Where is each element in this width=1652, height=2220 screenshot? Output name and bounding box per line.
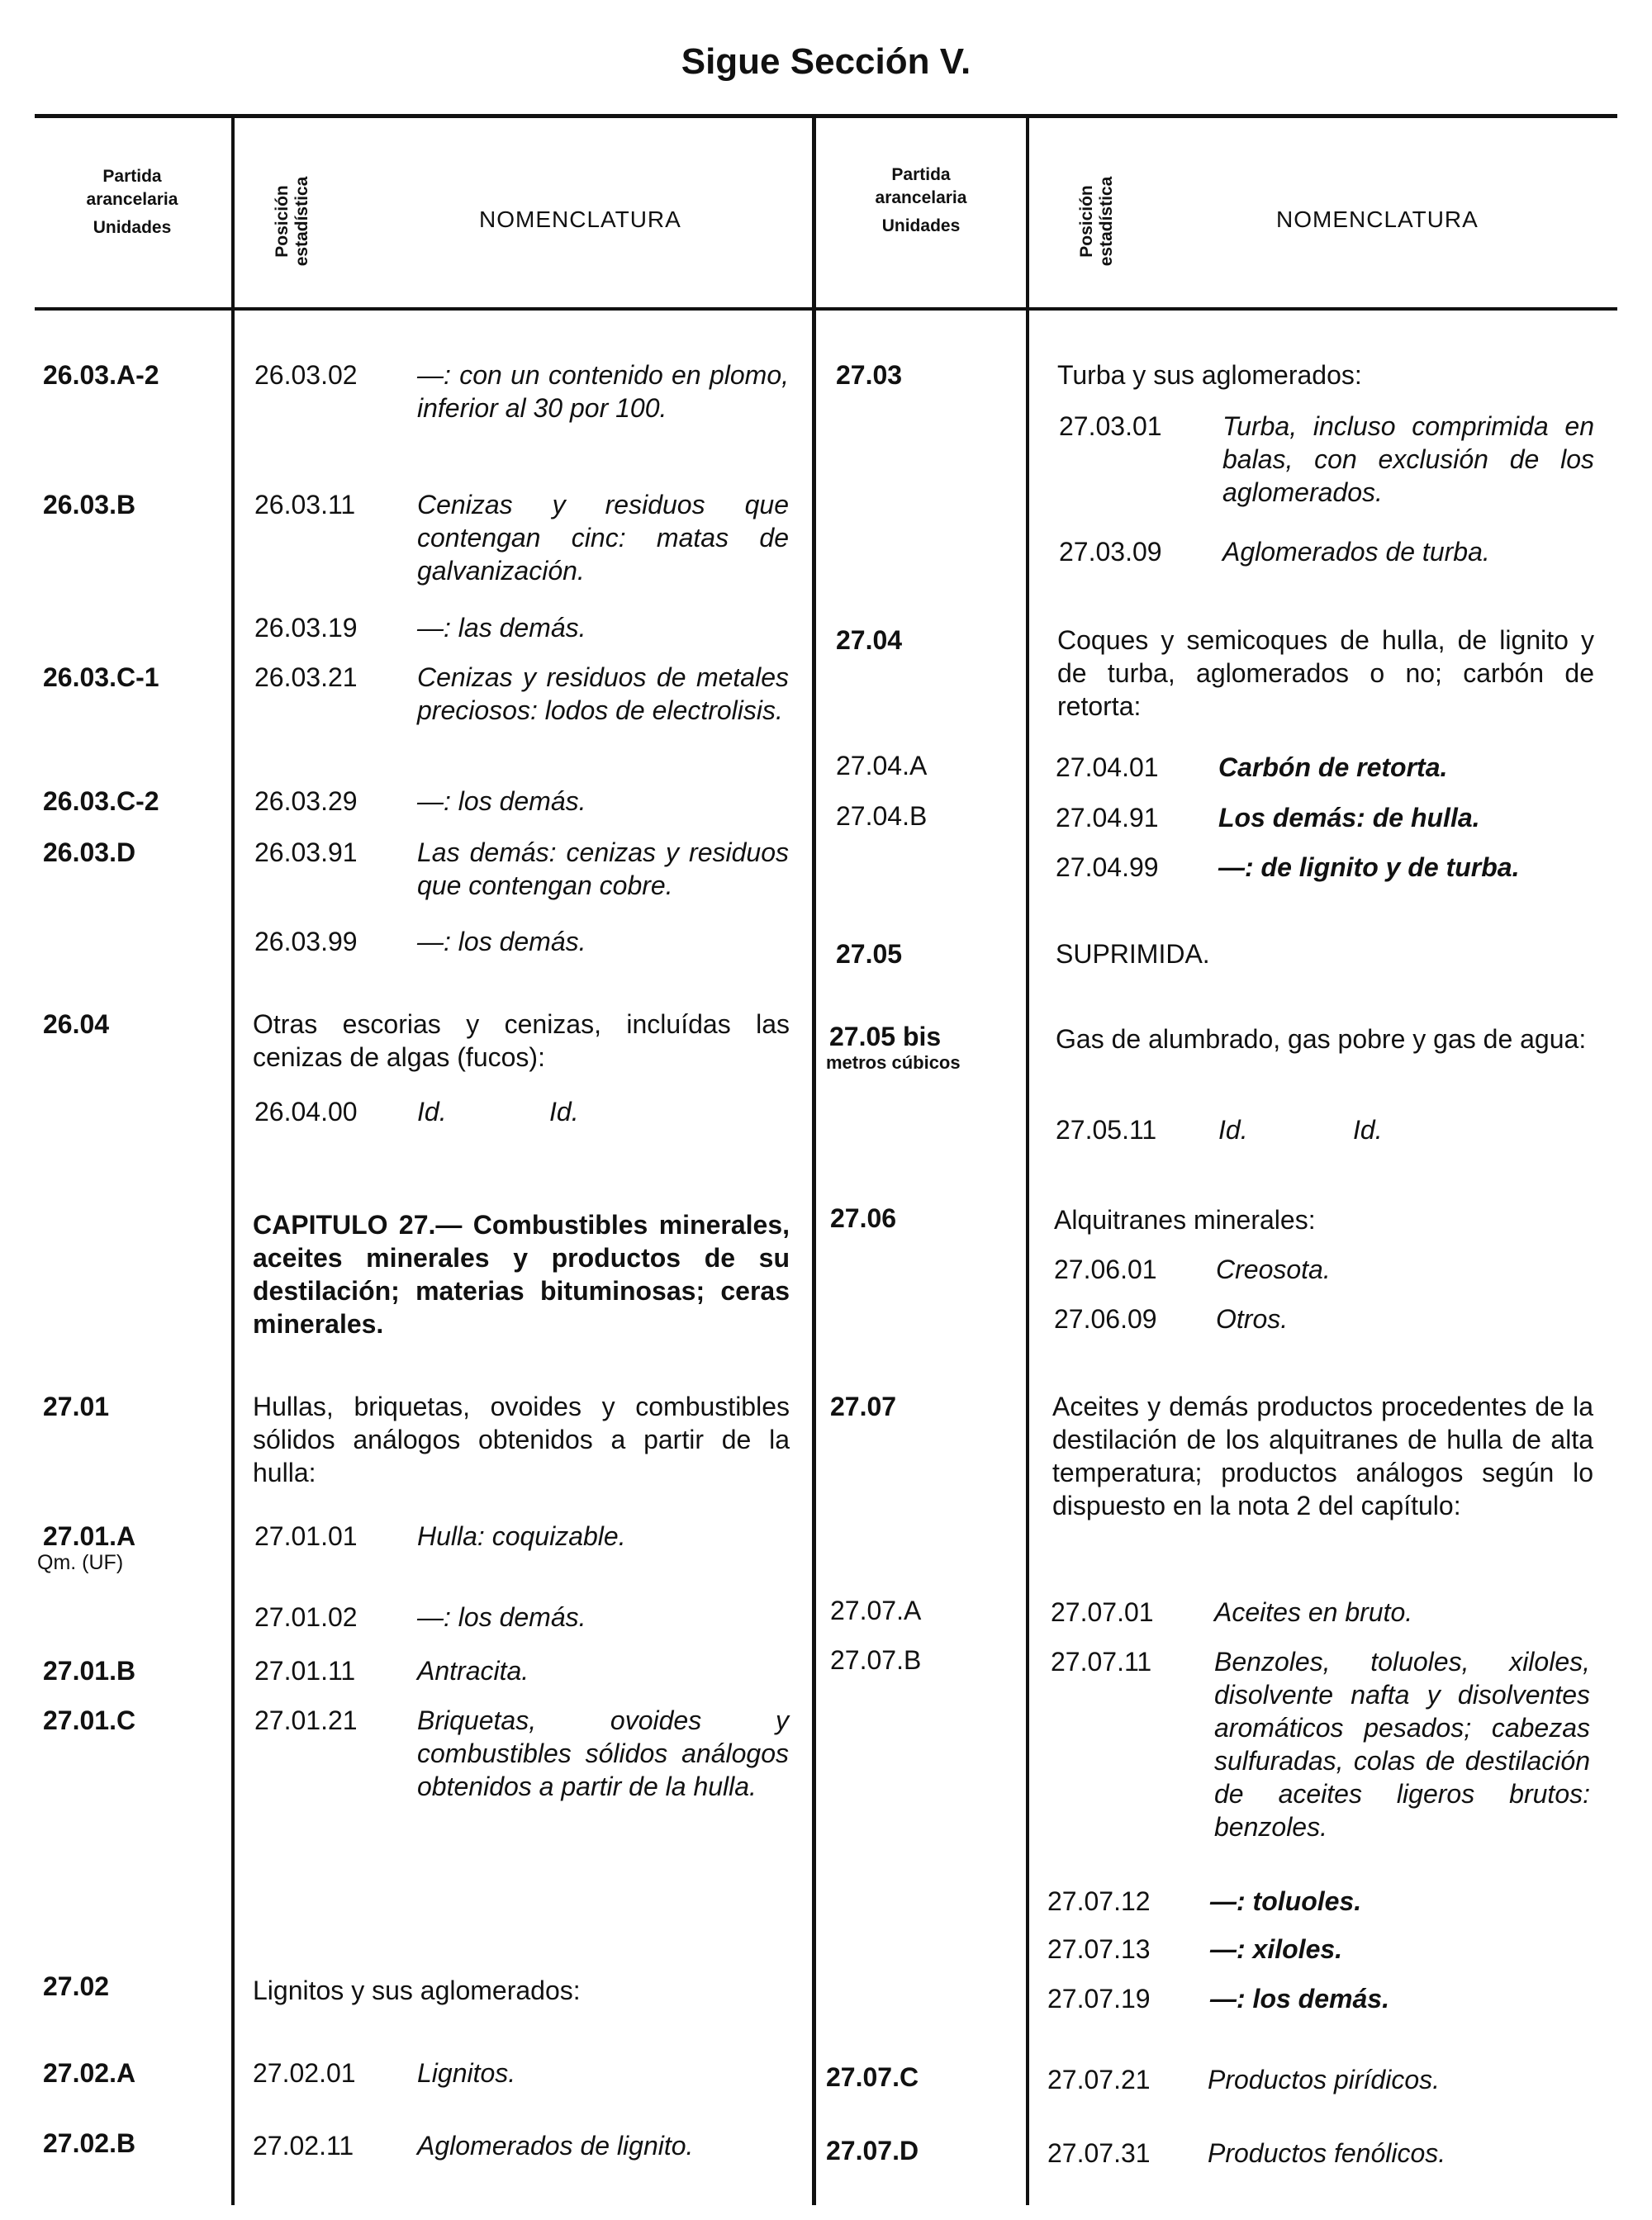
stat-code: 27.07.01 (1051, 1597, 1154, 1627)
description: Aglomerados de turba. (1222, 537, 1490, 567)
partida-code: 26.03.C-2 (43, 786, 159, 816)
top-rule (35, 114, 1617, 118)
stat-code: 27.05.11 (1056, 1115, 1157, 1145)
stat-code: 26.03.11 (254, 490, 356, 519)
partida-code: 27.03 (836, 360, 903, 390)
partida-code: 27.01.C (43, 1705, 136, 1735)
stat-code: 27.04.91 (1056, 803, 1159, 832)
description: Otras escorias y cenizas, incluídas las cenizas de algas (fucos): (253, 1009, 790, 1072)
description: Gas de alumbrado, gas pobre y gas de agua: (1056, 1024, 1587, 1054)
stat-code: 27.02.01 (253, 2058, 356, 2088)
stat-code: 26.03.21 (254, 662, 358, 692)
description: Cenizas y residuos que contengan cinc: matas de galvanización. (417, 490, 789, 586)
column-divider-1 (231, 116, 235, 2205)
partida-code: 27.01.B (43, 1656, 136, 1686)
partida-code: 27.07.C (826, 2062, 919, 2092)
stat-code: 27.06.09 (1054, 1304, 1157, 1334)
stat-code: 27.04.01 (1056, 752, 1159, 782)
description: Hullas, briquetas, ovoides y combustibles sólidos análogos obtenidos a partir de la hulla: (253, 1392, 790, 1487)
partida-code: 27.02.A (43, 2058, 136, 2088)
partida-code: 27.04.A (836, 751, 928, 780)
stat-code: 27.01.02 (254, 1602, 358, 1632)
description: —: toluoles. (1210, 1886, 1362, 1916)
description: Aceites en bruto. (1214, 1597, 1413, 1627)
description: —: con un contenido en plomo, inferior al 30 por 100. (417, 360, 789, 423)
description: Turba, incluso comprimida en balas, con exclusión de los aglomerados. (1222, 411, 1594, 507)
description: —: los demás. (417, 1602, 586, 1632)
header-partida: Partida arancelaria Unidades (86, 167, 178, 237)
stat-code: 26.03.99 (254, 927, 358, 956)
unit-label: metros cúbicos (826, 1052, 961, 1073)
description: Id. (549, 1097, 579, 1127)
header-posicion: Posición estadística (273, 176, 311, 267)
header-partida-right: Partida arancelaria Unidades (875, 165, 967, 235)
description: Carbón de retorta. (1218, 752, 1448, 782)
stat-code: 27.02.11 (253, 2131, 354, 2161)
description: Otros. (1216, 1304, 1289, 1334)
stat-code: 27.03.01 (1059, 411, 1162, 441)
stat-code: 27.01.01 (254, 1521, 358, 1551)
stat-code: 26.03.29 (254, 786, 358, 816)
description: Los demás: de hulla. (1218, 803, 1480, 832)
partida-code: 27.04 (836, 625, 903, 655)
description: Turba y sus aglomerados: (1057, 360, 1362, 390)
partida-code: 27.05 bis (829, 1022, 942, 1051)
description: Hulla: coquizable. (417, 1521, 626, 1551)
partida-code: 27.04.B (836, 801, 928, 831)
description: Productos pirídicos. (1208, 2065, 1441, 2094)
description: Coques y semicoques de hulla, de lignito y de turba, aglomerados o no; carbón de retorta: (1057, 625, 1594, 721)
header-posicion-right: Posición estadística (1077, 176, 1116, 267)
stat-code: 27.07.31 (1047, 2138, 1151, 2168)
partida-code: 27.01.A (43, 1521, 136, 1551)
description: Alquitranes minerales: (1054, 1205, 1316, 1235)
description: Lignitos y sus aglomerados: (253, 1976, 581, 2005)
description: Id. (417, 1097, 447, 1127)
unit-label: Qm. (UF) (37, 1551, 124, 1574)
partida-code: 27.07.D (826, 2136, 919, 2165)
description: Id. (1353, 1115, 1383, 1145)
stat-code: 27.07.13 (1047, 1934, 1151, 1964)
stat-code: 27.01.11 (254, 1656, 356, 1686)
stat-code: 27.07.12 (1047, 1886, 1151, 1916)
description: —: las demás. (417, 613, 586, 643)
description: Las demás: cenizas y residuos que contengan cobre. (417, 837, 789, 900)
stat-code: 26.03.91 (254, 837, 358, 867)
partida-code: 26.04 (43, 1009, 110, 1039)
description: —: los demás. (417, 786, 586, 816)
partida-code: 27.05 (836, 939, 903, 969)
stat-code: 27.07.19 (1047, 1984, 1151, 2014)
partida-code: 27.06 (830, 1203, 897, 1233)
stat-code: 26.03.02 (254, 360, 358, 390)
stat-code: 27.04.99 (1056, 852, 1159, 882)
description: SUPRIMIDA. (1056, 939, 1210, 969)
stat-code: 27.03.09 (1059, 537, 1162, 567)
partida-code: 27.07 (830, 1392, 897, 1421)
stat-code: 27.07.21 (1047, 2065, 1151, 2094)
description: —: los demás. (1210, 1984, 1389, 2014)
column-divider-3 (1026, 116, 1029, 2205)
description: —: de lignito y de turba. (1218, 852, 1520, 882)
header-nomenclatura: NOMENCLATURA (479, 206, 681, 232)
description: —: los demás. (417, 927, 586, 956)
column-divider-2 (812, 116, 816, 2205)
partida-code: 26.03.D (43, 837, 136, 867)
description: Antracita. (417, 1656, 529, 1686)
partida-code: 26.03.A-2 (43, 360, 159, 390)
partida-code: 27.02.B (43, 2128, 136, 2158)
partida-code: 26.03.C-1 (43, 662, 159, 692)
header-rule (35, 307, 1617, 311)
description: Productos fenólicos. (1208, 2138, 1446, 2168)
partida-code: 26.03.B (43, 490, 136, 519)
partida-code: 27.07.A (830, 1596, 922, 1625)
description: Creosota. (1216, 1255, 1331, 1284)
stat-code: 26.03.19 (254, 613, 358, 643)
stat-code: 26.04.00 (254, 1097, 358, 1127)
stat-code: 27.06.01 (1054, 1255, 1157, 1284)
chapter-heading: CAPITULO 27.— Combustibles minerales, aceites minerales y productos de su destilación; materias bituminosas; ceras minerales. (253, 1210, 790, 1339)
stat-code: 27.01.21 (254, 1705, 358, 1735)
partida-code: 27.07.B (830, 1645, 922, 1675)
description: Aglomerados de lignito. (417, 2131, 694, 2161)
description: Cenizas y residuos de metales preciosos: lodos de electrolisis. (417, 662, 789, 725)
header-nomenclatura-right: NOMENCLATURA (1276, 206, 1479, 232)
partida-code: 27.02 (43, 1971, 110, 2001)
description: Aceites y demás productos procedentes de la destilación de los alquitranes de hulla de alta temperatura; productos análogos según lo dispuesto en la nota 2 del capítulo: (1052, 1392, 1593, 1520)
stat-code: 27.07.11 (1051, 1647, 1152, 1677)
description: Benzoles, toluoles, xiloles, disolvente nafta y disolventes aromáticos pesados; cabezas sulfuradas, colas de destilación de aceites ligeros brutos: benzoles. (1214, 1647, 1590, 1842)
description: Id. (1218, 1115, 1248, 1145)
description: Lignitos. (417, 2058, 516, 2088)
description: —: xiloles. (1210, 1934, 1343, 1964)
description: Briquetas, ovoides y combustibles sólidos análogos obtenidos a partir de la hulla. (417, 1705, 789, 1801)
page-title: Sigue Sección V. (681, 41, 971, 82)
partida-code: 27.01 (43, 1392, 110, 1421)
